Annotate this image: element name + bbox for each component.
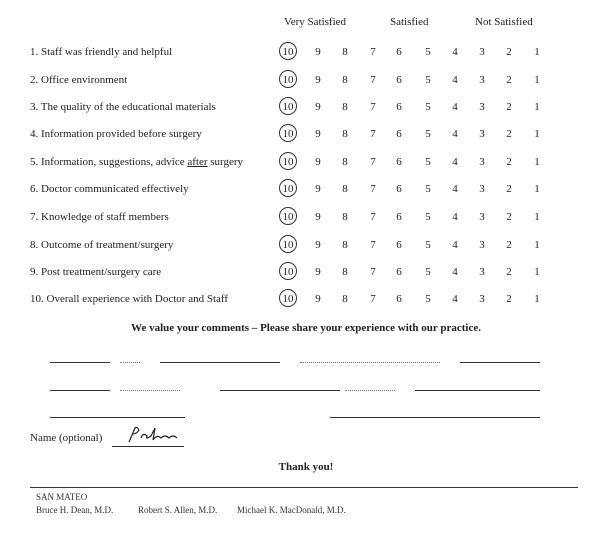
rating-option-5[interactable]: 5 xyxy=(425,156,431,168)
rating-option-7[interactable]: 7 xyxy=(370,239,376,251)
rating-option-9[interactable]: 9 xyxy=(315,183,321,195)
rating-option-4[interactable]: 4 xyxy=(452,74,458,86)
rating-option-9[interactable]: 9 xyxy=(315,293,321,305)
question-label: 6. Doctor communicated effectively xyxy=(30,183,189,195)
rating-option-6[interactable]: 6 xyxy=(396,239,402,251)
survey-row xyxy=(0,46,612,66)
rating-option-1[interactable]: 1 xyxy=(534,293,540,305)
thank-you: Thank you! xyxy=(278,461,334,473)
rating-option-3[interactable]: 3 xyxy=(479,211,485,223)
footer-divider xyxy=(30,487,578,488)
rating-option-5[interactable]: 5 xyxy=(425,266,431,278)
rating-option-8[interactable]: 8 xyxy=(342,46,348,58)
rating-option-9[interactable]: 9 xyxy=(315,46,321,58)
rating-option-5[interactable]: 5 xyxy=(425,101,431,113)
rating-option-8[interactable]: 8 xyxy=(342,74,348,86)
rating-option-4[interactable]: 4 xyxy=(452,128,458,140)
rating-option-8[interactable]: 8 xyxy=(342,239,348,251)
rating-option-1[interactable]: 1 xyxy=(534,46,540,58)
rating-option-9[interactable]: 9 xyxy=(315,101,321,113)
rating-option-1[interactable]: 1 xyxy=(534,183,540,195)
rating-option-2[interactable]: 2 xyxy=(506,211,512,223)
rating-option-7[interactable]: 7 xyxy=(370,183,376,195)
rating-option-5[interactable]: 5 xyxy=(425,211,431,223)
rating-option-7[interactable]: 7 xyxy=(370,211,376,223)
rating-option-1[interactable]: 1 xyxy=(534,239,540,251)
rating-option-6[interactable]: 6 xyxy=(396,156,402,168)
question-label-suffix: surgery xyxy=(207,156,244,168)
rating-option-10[interactable]: 10 xyxy=(282,266,294,278)
rating-option-7[interactable]: 7 xyxy=(370,128,376,140)
rating-option-7[interactable]: 7 xyxy=(370,74,376,86)
rating-option-1[interactable]: 1 xyxy=(534,266,540,278)
rating-option-10[interactable]: 10 xyxy=(282,46,294,58)
rating-option-3[interactable]: 3 xyxy=(479,74,485,86)
rating-option-3[interactable]: 3 xyxy=(479,156,485,168)
footer-doctor-2: Robert S. Allen, M.D. xyxy=(138,505,218,515)
question-label: 8. Outcome of treatment/surgery xyxy=(30,239,174,251)
selected-rating-circle xyxy=(279,207,297,225)
rating-option-6[interactable]: 6 xyxy=(396,266,402,278)
rating-option-1[interactable]: 1 xyxy=(534,128,540,140)
selected-rating-circle xyxy=(279,97,297,115)
rating-option-6[interactable]: 6 xyxy=(396,46,402,58)
question-label-prefix: 5. Information, suggestions, advice xyxy=(30,156,188,168)
rating-option-2[interactable]: 2 xyxy=(506,156,512,168)
question-label: 2. Office environment xyxy=(30,74,128,86)
selected-rating-circle xyxy=(279,262,297,280)
question-label: 3. The quality of the educational materials xyxy=(30,101,216,113)
rating-option-6[interactable]: 6 xyxy=(396,293,402,305)
name-line xyxy=(112,446,184,447)
question-label: 4. Information provided before surgery xyxy=(30,128,202,140)
rating-option-5[interactable]: 5 xyxy=(425,74,431,86)
rating-option-9[interactable]: 9 xyxy=(315,156,321,168)
selected-rating-circle xyxy=(279,124,297,142)
question-label xyxy=(30,156,243,168)
name-signature xyxy=(125,424,185,446)
rating-option-2[interactable]: 2 xyxy=(506,74,512,86)
rating-option-4[interactable]: 4 xyxy=(452,156,458,168)
selected-rating-circle xyxy=(279,42,297,60)
rating-option-4[interactable]: 4 xyxy=(452,46,458,58)
rating-option-7[interactable]: 7 xyxy=(370,46,376,58)
rating-option-3[interactable]: 3 xyxy=(479,101,485,113)
rating-option-8[interactable]: 8 xyxy=(342,156,348,168)
survey-row xyxy=(0,74,612,94)
rating-option-3[interactable]: 3 xyxy=(479,46,485,58)
rating-option-10[interactable]: 10 xyxy=(282,211,294,223)
very-satisfied-header: Very Satisfied xyxy=(284,16,347,28)
rating-option-9[interactable]: 9 xyxy=(315,211,321,223)
rating-option-4[interactable]: 4 xyxy=(452,293,458,305)
footer-location: SAN MATEO xyxy=(36,492,88,502)
survey-row xyxy=(0,266,612,286)
rating-option-5[interactable]: 5 xyxy=(425,183,431,195)
rating-option-8[interactable]: 8 xyxy=(342,183,348,195)
selected-rating-circle xyxy=(279,235,297,253)
rating-option-10[interactable]: 10 xyxy=(282,74,294,86)
rating-option-2[interactable]: 2 xyxy=(506,46,512,58)
rating-option-1[interactable]: 1 xyxy=(534,101,540,113)
selected-rating-circle xyxy=(279,70,297,88)
survey-row xyxy=(0,211,612,231)
rating-option-5[interactable]: 5 xyxy=(425,128,431,140)
rating-option-8[interactable]: 8 xyxy=(342,211,348,223)
footer-doctor-3: Michael K. MacDonald, M.D. xyxy=(237,505,346,515)
rating-option-8[interactable]: 8 xyxy=(342,293,348,305)
rating-option-1[interactable]: 1 xyxy=(534,156,540,168)
rating-option-6[interactable]: 6 xyxy=(396,101,402,113)
rating-option-9[interactable]: 9 xyxy=(315,74,321,86)
rating-option-10[interactable]: 10 xyxy=(282,183,294,195)
rating-option-4[interactable]: 4 xyxy=(452,239,458,251)
rating-option-10[interactable]: 10 xyxy=(282,156,294,168)
rating-option-3[interactable]: 3 xyxy=(479,128,485,140)
rating-option-10[interactable]: 10 xyxy=(282,293,294,305)
selected-rating-circle xyxy=(279,152,297,170)
rating-option-6[interactable]: 6 xyxy=(396,128,402,140)
rating-option-7[interactable]: 7 xyxy=(370,266,376,278)
comments-prompt: We value your comments – Please share your experience with our practice. xyxy=(131,322,481,334)
rating-option-3[interactable]: 3 xyxy=(479,293,485,305)
rating-option-3[interactable]: 3 xyxy=(479,183,485,195)
rating-option-6[interactable]: 6 xyxy=(396,74,402,86)
rating-option-9[interactable]: 9 xyxy=(315,239,321,251)
question-label-underlined: after xyxy=(187,156,208,168)
survey-row xyxy=(0,128,612,148)
rating-option-8[interactable]: 8 xyxy=(342,266,348,278)
question-label: 9. Post treatment/surgery care xyxy=(30,266,162,278)
rating-option-2[interactable]: 2 xyxy=(506,183,512,195)
survey-row xyxy=(0,293,612,313)
rating-option-3[interactable]: 3 xyxy=(479,239,485,251)
rating-option-2[interactable]: 2 xyxy=(506,239,512,251)
rating-option-2[interactable]: 2 xyxy=(506,128,512,140)
selected-rating-circle xyxy=(279,289,297,307)
rating-option-7[interactable]: 7 xyxy=(370,101,376,113)
survey-row xyxy=(0,101,612,121)
rating-option-6[interactable]: 6 xyxy=(396,211,402,223)
rating-option-8[interactable]: 8 xyxy=(342,101,348,113)
rating-option-2[interactable]: 2 xyxy=(506,293,512,305)
rating-option-10[interactable]: 10 xyxy=(282,128,294,140)
rating-option-10[interactable]: 10 xyxy=(282,239,294,251)
rating-option-5[interactable]: 5 xyxy=(425,293,431,305)
name-label: Name (optional) xyxy=(30,432,103,444)
survey-row xyxy=(0,239,612,259)
rating-option-5[interactable]: 5 xyxy=(425,239,431,251)
question-label: 1. Staff was friendly and helpful xyxy=(30,46,173,58)
rating-option-2[interactable]: 2 xyxy=(506,266,512,278)
not-satisfied-header: Not Satisfied xyxy=(475,16,533,28)
rating-option-6[interactable]: 6 xyxy=(396,183,402,195)
rating-option-10[interactable]: 10 xyxy=(282,101,294,113)
rating-option-8[interactable]: 8 xyxy=(342,128,348,140)
footer-doctor-1: Bruce H. Dean, M.D. xyxy=(36,505,114,515)
rating-option-3[interactable]: 3 xyxy=(479,266,485,278)
rating-option-7[interactable]: 7 xyxy=(370,156,376,168)
survey-row xyxy=(0,183,612,203)
rating-option-2[interactable]: 2 xyxy=(506,101,512,113)
rating-option-5[interactable]: 5 xyxy=(425,46,431,58)
rating-option-1[interactable]: 1 xyxy=(534,74,540,86)
question-label: 7. Knowledge of staff members xyxy=(30,211,169,223)
rating-option-4[interactable]: 4 xyxy=(452,266,458,278)
rating-option-7[interactable]: 7 xyxy=(370,293,376,305)
rating-option-4[interactable]: 4 xyxy=(452,183,458,195)
rating-option-4[interactable]: 4 xyxy=(452,211,458,223)
rating-option-9[interactable]: 9 xyxy=(315,266,321,278)
rating-option-1[interactable]: 1 xyxy=(534,211,540,223)
selected-rating-circle xyxy=(279,179,297,197)
question-label: 10. Overall experience with Doctor and Staff xyxy=(30,293,229,305)
rating-option-4[interactable]: 4 xyxy=(452,101,458,113)
survey-row xyxy=(0,156,612,176)
satisfied-header: Satisfied xyxy=(390,16,429,28)
rating-option-9[interactable]: 9 xyxy=(315,128,321,140)
